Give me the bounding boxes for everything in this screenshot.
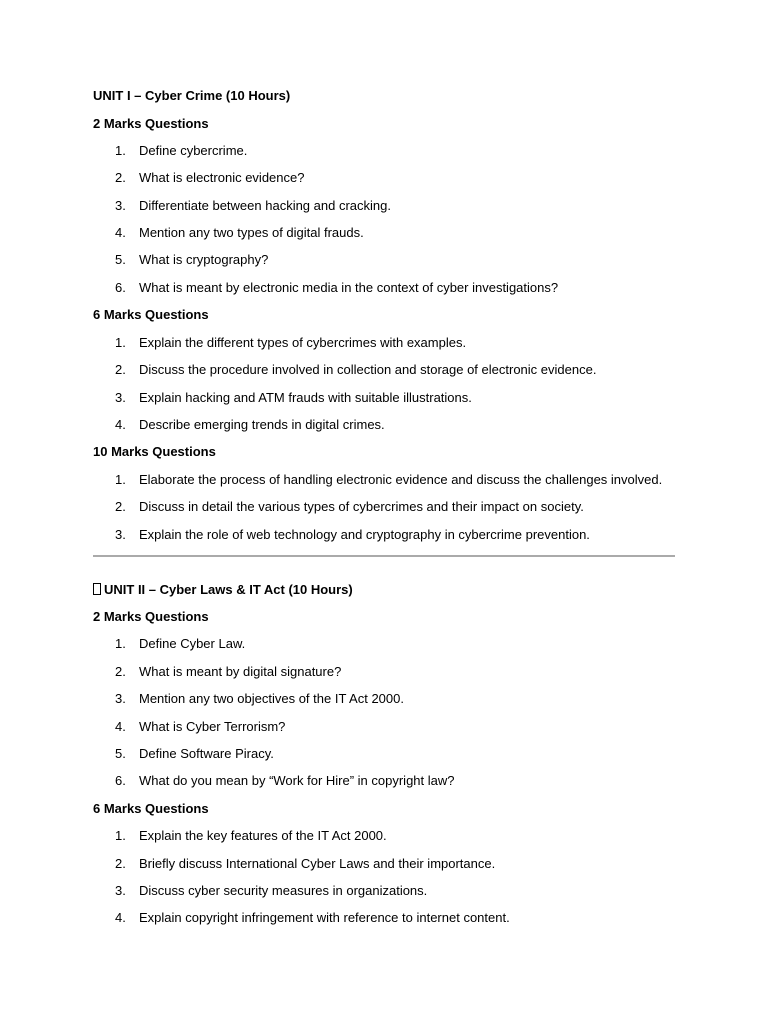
unit-2 xyxy=(93,581,675,928)
list-item xyxy=(93,909,675,927)
list-item xyxy=(93,772,675,790)
list-number: 1. xyxy=(115,471,126,487)
list-item xyxy=(93,224,675,242)
unit-1-10-marks-list xyxy=(93,471,675,544)
question-text: Explain hacking and ATM frauds with suitable illustrations. xyxy=(139,389,472,405)
list-number: 3. xyxy=(115,883,126,899)
question-text: Briefly discuss International Cyber Laws and their importance. xyxy=(139,855,496,871)
missing-glyph-icon xyxy=(93,583,101,595)
list-number: 1. xyxy=(115,334,126,350)
list-number: 3. xyxy=(115,526,126,542)
question-text: Elaborate the process of handling electronic evidence and discuss the challenges involved. xyxy=(139,471,663,487)
unit-1-6-marks-heading: 6 Marks Questions xyxy=(93,307,209,323)
list-item xyxy=(93,498,675,516)
list-number: 3. xyxy=(115,691,126,707)
list-item xyxy=(93,279,675,297)
question-text: Define Software Piracy. xyxy=(139,746,274,762)
question-text: Discuss cyber security measures in organizations. xyxy=(139,883,428,899)
question-text: Explain the key features of the IT Act 2000. xyxy=(139,828,387,844)
question-text: Define Cyber Law. xyxy=(139,636,246,652)
question-text: What is meant by digital signature? xyxy=(139,663,342,679)
list-item xyxy=(93,663,675,681)
question-text: What is electronic evidence? xyxy=(139,170,305,186)
horizontal-rule xyxy=(93,555,675,557)
question-text: Mention any two types of digital frauds. xyxy=(139,225,364,241)
question-text: Explain the different types of cybercrimes with examples. xyxy=(139,334,467,350)
question-text: Explain the role of web technology and cryptography in cybercrime prevention. xyxy=(139,526,590,542)
unit-1-10-marks-heading: 10 Marks Questions xyxy=(93,444,216,460)
list-number: 2. xyxy=(115,362,126,378)
list-item xyxy=(93,690,675,708)
question-text: What is cryptography? xyxy=(139,252,269,268)
list-number: 1. xyxy=(115,636,126,652)
list-item xyxy=(93,389,675,407)
list-number: 1. xyxy=(115,142,126,158)
unit-2-6-marks-heading: 6 Marks Questions xyxy=(93,800,209,816)
unit-1-2-marks-heading: 2 Marks Questions xyxy=(93,115,209,131)
list-number: 5. xyxy=(115,746,126,762)
unit-1 xyxy=(93,87,675,544)
question-text: Explain copyright infringement with reference to internet content. xyxy=(139,910,510,926)
list-item xyxy=(93,251,675,269)
unit-2-6-marks-list xyxy=(93,827,675,927)
list-item xyxy=(93,169,675,187)
list-item xyxy=(93,471,675,489)
question-text: Mention any two objectives of the IT Act 2000. xyxy=(139,691,404,707)
list-number: 6. xyxy=(115,279,126,295)
list-number: 4. xyxy=(115,416,126,432)
list-number: 4. xyxy=(115,910,126,926)
question-text: What is Cyber Terrorism? xyxy=(139,718,286,734)
list-number: 3. xyxy=(115,389,126,405)
question-text: Differentiate between hacking and cracking. xyxy=(139,197,391,213)
unit-2-title xyxy=(93,581,675,599)
list-number: 4. xyxy=(115,718,126,734)
list-number: 6. xyxy=(115,773,126,789)
unit-1-2-marks-list xyxy=(93,142,675,297)
question-text: Define cybercrime. xyxy=(139,142,248,158)
list-number: 4. xyxy=(115,225,126,241)
list-item xyxy=(93,142,675,160)
list-item xyxy=(93,855,675,873)
list-item xyxy=(93,827,675,845)
list-item xyxy=(93,526,675,544)
list-item xyxy=(93,416,675,434)
question-text: What do you mean by “Work for Hire” in copyright law? xyxy=(139,773,455,789)
list-number: 5. xyxy=(115,252,126,268)
question-text: What is meant by electronic media in the context of cyber investigations? xyxy=(139,279,559,295)
list-number: 2. xyxy=(115,170,126,186)
list-number: 2. xyxy=(115,499,126,515)
unit-1-6-marks-list xyxy=(93,334,675,434)
list-item xyxy=(93,361,675,379)
unit-2-2-marks-heading: 2 Marks Questions xyxy=(93,609,209,625)
list-item xyxy=(93,635,675,653)
list-item xyxy=(93,882,675,900)
list-item xyxy=(93,745,675,763)
unit-1-title: UNIT I – Cyber Crime (10 Hours) xyxy=(93,88,291,103)
list-item xyxy=(93,334,675,352)
question-text: Describe emerging trends in digital crimes. xyxy=(139,416,385,432)
question-text: Discuss in detail the various types of cybercrimes and their impact on society. xyxy=(139,499,584,515)
list-number: 3. xyxy=(115,197,126,213)
question-text: Discuss the procedure involved in collection and storage of electronic evidence. xyxy=(139,362,597,378)
list-number: 2. xyxy=(115,663,126,679)
unit-2-title-text: UNIT II – Cyber Laws & IT Act (10 Hours) xyxy=(104,581,353,597)
list-item xyxy=(93,197,675,215)
unit-2-2-marks-list xyxy=(93,635,675,790)
list-number: 2. xyxy=(115,855,126,871)
list-number: 1. xyxy=(115,828,126,844)
list-item xyxy=(93,718,675,736)
